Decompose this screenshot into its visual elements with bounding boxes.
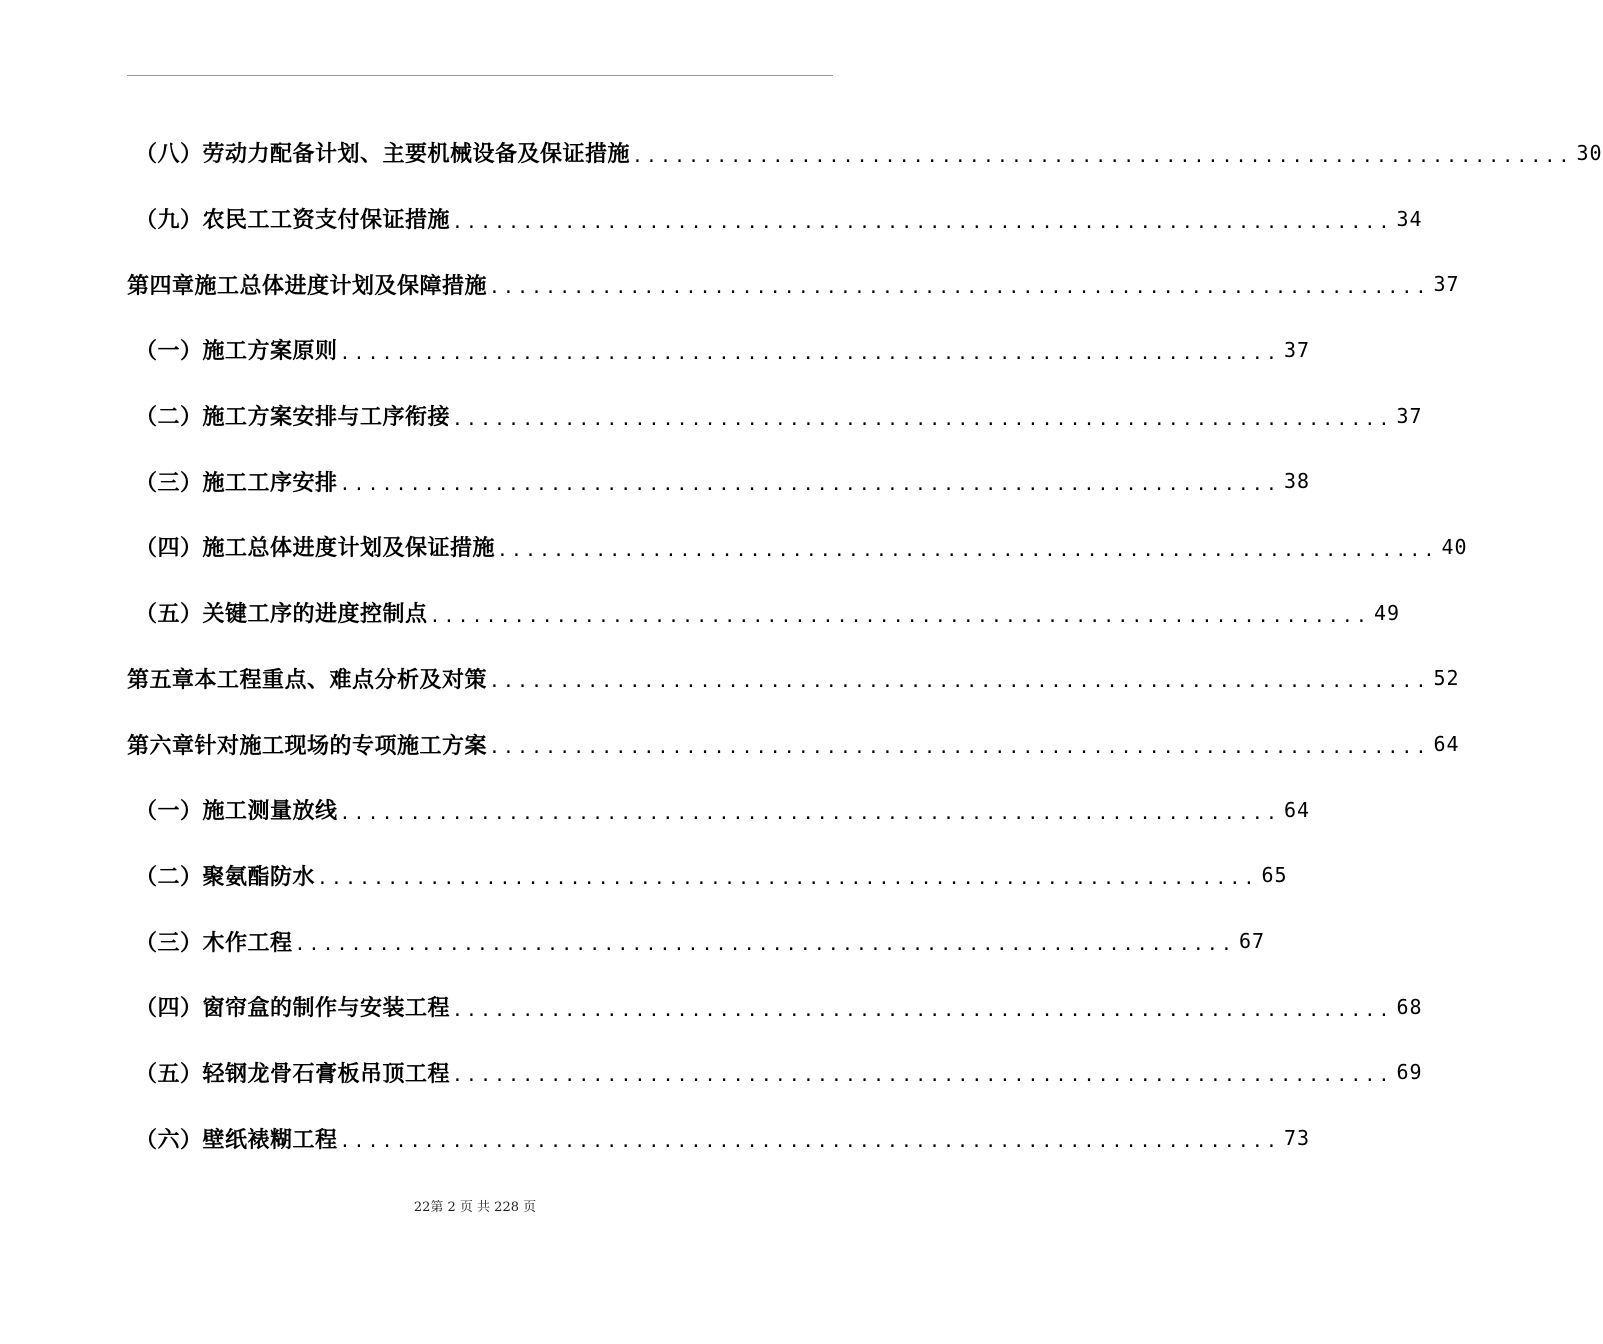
toc-entry[interactable] — [127, 251, 1460, 317]
toc-entry[interactable] — [127, 1040, 1423, 1106]
toc-entry[interactable] — [127, 580, 1401, 646]
toc-dot-leader: ................................................................... — [497, 539, 1438, 561]
toc-entry-title: （二）施工方案安排与工序衔接 — [135, 405, 451, 431]
toc-entry-title: （一）施工方案原则 — [135, 339, 338, 365]
toc-entry[interactable] — [127, 908, 1266, 974]
toc-entry-page: 37 — [1396, 403, 1423, 428]
toc-dot-leader: ................................................................... — [489, 671, 1430, 693]
toc-dot-leader: ................................................................... — [339, 1131, 1280, 1153]
toc-entry[interactable] — [127, 448, 1311, 514]
toc-entry-page: 68 — [1396, 994, 1423, 1019]
toc-entry-page: 67 — [1239, 929, 1266, 954]
toc-entry-page: 69 — [1396, 1060, 1423, 1085]
header-rule — [127, 75, 833, 76]
toc-entry[interactable] — [127, 777, 1311, 843]
toc-entry-page: 65 — [1261, 863, 1288, 888]
toc-entry[interactable] — [127, 317, 1311, 383]
toc-entry-page: 73 — [1284, 1126, 1311, 1151]
toc-entry-title: 第六章针对施工现场的专项施工方案 — [127, 733, 488, 759]
toc-entry[interactable] — [127, 383, 1423, 449]
toc-entry[interactable] — [127, 120, 1603, 186]
toc-entry-page: 37 — [1433, 272, 1460, 297]
toc-dot-leader: ................................................................... — [452, 1065, 1393, 1087]
toc-entry[interactable] — [127, 1105, 1311, 1171]
toc-entry[interactable] — [127, 646, 1460, 712]
toc-dot-leader: ................................................................... — [452, 408, 1393, 430]
toc-entry[interactable] — [127, 186, 1423, 252]
toc-entry-title: （九）农民工工资支付保证措施 — [135, 208, 451, 234]
toc-entry-page: 49 — [1374, 600, 1401, 625]
toc-entry[interactable] — [127, 514, 1468, 580]
toc-entry-page: 52 — [1433, 666, 1460, 691]
toc-dot-leader: ................................................................... — [452, 999, 1393, 1021]
toc-dot-leader: ................................................................... — [429, 605, 1370, 627]
toc-entry[interactable] — [127, 843, 1288, 909]
toc-entry-title: 第四章施工总体进度计划及保障措施 — [127, 273, 488, 299]
toc-dot-leader: ................................................................... — [452, 211, 1393, 233]
toc-entry-title: （五）关键工序的进度控制点 — [135, 602, 428, 628]
toc-dot-leader: ................................................................... — [317, 868, 1258, 890]
toc-entry-page: 64 — [1284, 797, 1311, 822]
toc-entry[interactable] — [127, 711, 1460, 777]
toc-entry-page: 34 — [1396, 206, 1423, 231]
toc-entry-page: 40 — [1441, 534, 1468, 559]
toc-dot-leader: ................................................................... — [489, 737, 1430, 759]
toc-entry-title: （三）施工工序安排 — [135, 470, 338, 496]
toc-entry-page: 64 — [1433, 732, 1460, 757]
toc-entry-title: （三）木作工程 — [135, 930, 293, 956]
toc-dot-leader: ................................................................... — [294, 934, 1235, 956]
toc-entry-title: （八）劳动力配备计划、主要机械设备及保证措施 — [135, 142, 631, 168]
toc-entry-title: 第五章本工程重点、难点分析及对策 — [127, 667, 488, 693]
toc-entry-title: （二）聚氨酯防水 — [135, 864, 316, 890]
toc-dot-leader: ................................................................... — [489, 277, 1430, 299]
toc-dot-leader: ................................................................... — [339, 342, 1280, 364]
toc-entry-title: （四）窗帘盒的制作与安装工程 — [135, 996, 451, 1022]
toc-dot-leader: ................................................................... — [339, 474, 1280, 496]
toc-entry-page: 37 — [1284, 337, 1311, 362]
toc-entry-page: 38 — [1284, 469, 1311, 494]
toc-entry-title: （六）壁纸裱糊工程 — [135, 1127, 338, 1153]
toc-dot-leader: ................................................................... — [632, 145, 1573, 167]
toc-dot-leader: ................................................................... — [339, 802, 1280, 824]
toc-entry-title: （四）施工总体进度计划及保证措施 — [135, 536, 496, 562]
toc-entry-page: 30 — [1576, 140, 1603, 165]
page-footer: 22第 2 页 共 228 页 — [413, 1200, 537, 1215]
table-of-contents — [127, 120, 1603, 1171]
toc-entry[interactable] — [127, 974, 1423, 1040]
toc-entry-title: （五）轻钢龙骨石膏板吊顶工程 — [135, 1061, 451, 1087]
toc-entry-title: （一）施工测量放线 — [135, 799, 338, 825]
